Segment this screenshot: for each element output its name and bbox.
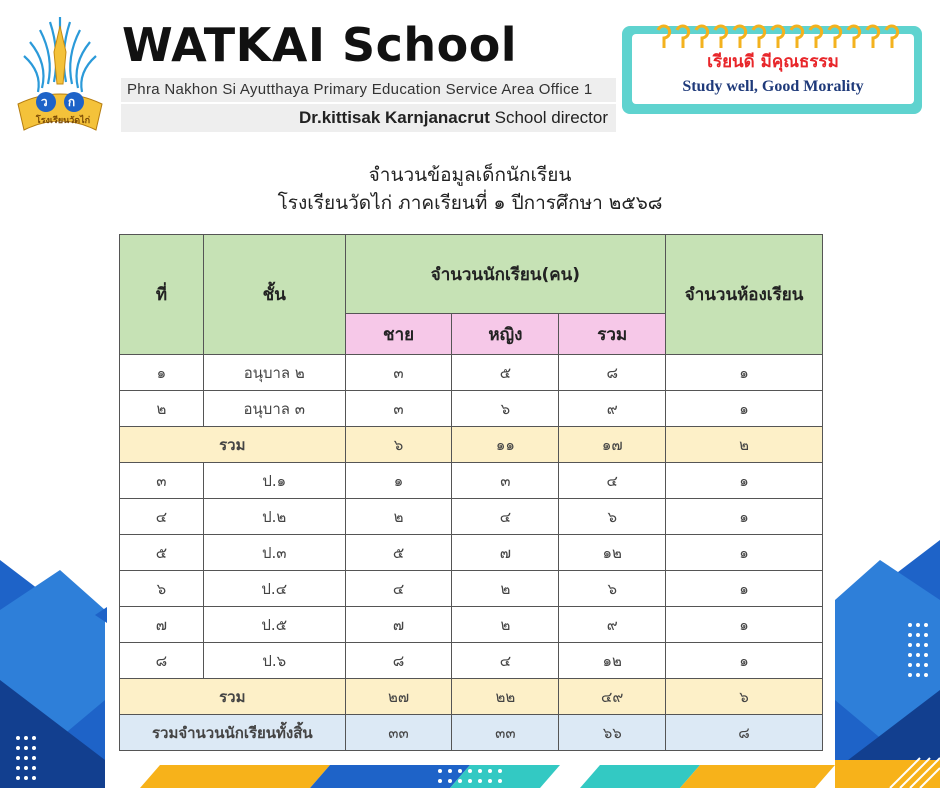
header-students: จำนวนนักเรียน(คน) — [345, 235, 666, 314]
header-rooms: จำนวนห้องเรียน — [666, 235, 823, 355]
cell-no: ๕ — [120, 535, 204, 571]
cell-male: ๓ — [345, 355, 452, 391]
cell-female: ๔ — [452, 499, 559, 535]
motto-inner — [632, 34, 914, 104]
cell-total: ๑๒ — [559, 535, 666, 571]
motto-english: Study well, Good Morality — [682, 78, 864, 95]
page-subtitle: โรงเรียนวัดไก่ ภาคเรียนที่ ๑ ปีการศึกษา ๒๕๖๘ — [277, 192, 663, 214]
area-office: Phra Nakhon Si Ayutthaya Primary Education Service Area Office 1 — [121, 78, 616, 102]
cell-grade: ป.๓ — [203, 535, 345, 571]
cell-female: ๓๓ — [452, 715, 559, 751]
logo-initials: ว ก — [40, 95, 84, 109]
cell-total: ๖ — [559, 571, 666, 607]
cell-total: ๔ — [559, 463, 666, 499]
student-data-table — [119, 234, 823, 751]
cell-rooms: ๒ — [666, 427, 823, 463]
cell-male: ๑ — [345, 463, 452, 499]
cell-female: ๒๒ — [452, 679, 559, 715]
cell-grade: อนุบาล ๒ — [203, 355, 345, 391]
header-male: ชาย — [345, 314, 452, 355]
director-name: Dr.kittisak Karnjanacrut — [299, 108, 490, 127]
logo-text: โรงเรียนวัดไก่ — [35, 116, 91, 126]
cell-rooms: ๑ — [666, 571, 823, 607]
binder-rings-icon — [652, 20, 914, 50]
cell-total: ๑๒ — [559, 643, 666, 679]
motto-thai: เรียนดี มีคุณธรรม — [707, 52, 839, 72]
cell-total: ๔๙ — [559, 679, 666, 715]
cell-no: ๓ — [120, 463, 204, 499]
header-total: รวม — [559, 314, 666, 355]
cell-grade: ป.๔ — [203, 571, 345, 607]
cell-total: ๑๗ — [559, 427, 666, 463]
table-row — [120, 535, 823, 571]
cell-male: ๖ — [345, 427, 452, 463]
director-title: School director — [494, 108, 608, 127]
cell-rooms: ๑ — [666, 391, 823, 427]
motto-card — [622, 26, 922, 114]
header-no: ที่ — [120, 235, 204, 355]
header-female: หญิง — [452, 314, 559, 355]
cell-no: ๘ — [120, 643, 204, 679]
cell-no: ๖ — [120, 571, 204, 607]
cell-male: ๓ — [345, 391, 452, 427]
cell-female: ๑๑ — [452, 427, 559, 463]
cell-male: ๕ — [345, 535, 452, 571]
cell-female: ๗ — [452, 535, 559, 571]
cell-no: ๗ — [120, 607, 204, 643]
school-name: WATKAI School — [122, 18, 518, 72]
table-row — [120, 607, 823, 643]
director-line — [121, 104, 616, 132]
cell-female: ๖ — [452, 391, 559, 427]
cell-male: ๘ — [345, 643, 452, 679]
cell-grade: ป.๕ — [203, 607, 345, 643]
cell-total: ๙ — [559, 391, 666, 427]
page-title: จำนวนข้อมูลเด็กนักเรียน — [368, 164, 572, 186]
subtotal-label: รวม — [120, 679, 346, 715]
cell-total: ๙ — [559, 607, 666, 643]
table-row — [120, 643, 823, 679]
cell-grade: อนุบาล ๓ — [203, 391, 345, 427]
table-row — [120, 571, 823, 607]
cell-female: ๒ — [452, 571, 559, 607]
cell-female: ๔ — [452, 643, 559, 679]
cell-male: ๗ — [345, 607, 452, 643]
cell-total: ๘ — [559, 355, 666, 391]
cell-no: ๑ — [120, 355, 204, 391]
subtotal-row — [120, 427, 823, 463]
cell-female: ๓ — [452, 463, 559, 499]
cell-rooms: ๘ — [666, 715, 823, 751]
grand-total-label: รวมจำนวนนักเรียนทั้งสิ้น — [120, 715, 346, 751]
cell-rooms: ๑ — [666, 643, 823, 679]
table-row — [120, 391, 823, 427]
cell-male: ๒๗ — [345, 679, 452, 715]
cell-total: ๖๖ — [559, 715, 666, 751]
cell-female: ๒ — [452, 607, 559, 643]
cell-male: ๔ — [345, 571, 452, 607]
cell-rooms: ๑ — [666, 499, 823, 535]
cell-rooms: ๑ — [666, 535, 823, 571]
cell-female: ๕ — [452, 355, 559, 391]
cell-total: ๖ — [559, 499, 666, 535]
subtotal-row — [120, 679, 823, 715]
cell-male: ๒ — [345, 499, 452, 535]
subtotal-label: รวม — [120, 427, 346, 463]
table-row — [120, 463, 823, 499]
cell-no: ๔ — [120, 499, 204, 535]
cell-rooms: ๑ — [666, 463, 823, 499]
cell-no: ๒ — [120, 391, 204, 427]
cell-male: ๓๓ — [345, 715, 452, 751]
table-row — [120, 499, 823, 535]
table-row — [120, 355, 823, 391]
cell-grade: ป.๖ — [203, 643, 345, 679]
cell-grade: ป.๑ — [203, 463, 345, 499]
header-grade: ชั้น — [203, 235, 345, 355]
cell-grade: ป.๒ — [203, 499, 345, 535]
cell-rooms: ๑ — [666, 355, 823, 391]
cell-rooms: ๑ — [666, 607, 823, 643]
cell-rooms: ๖ — [666, 679, 823, 715]
grand-total-row — [120, 715, 823, 751]
